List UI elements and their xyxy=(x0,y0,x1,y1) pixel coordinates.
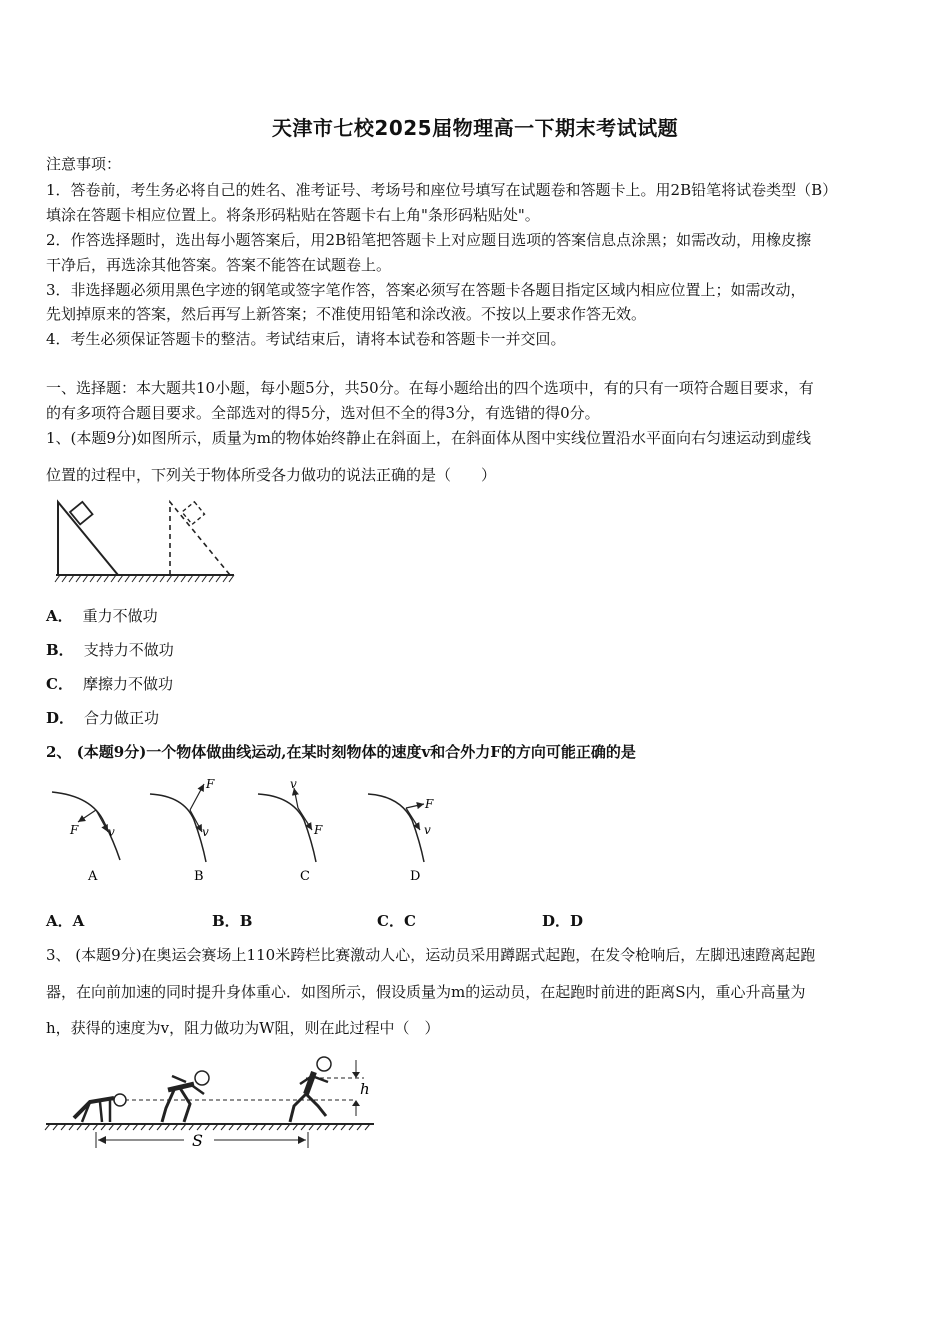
notice-line: 先划掉原来的答案，然后再写上新答案；不准使用铅笔和涂改液。不按以上要求作答无效。 xyxy=(46,305,647,323)
q2-figure-label-c: C xyxy=(300,869,310,884)
q3-stem: h，获得的速度为v，阻力做功为W阻，则在此过程中（ ） xyxy=(46,1019,440,1037)
section-intro: 一、选择题：本大题共10小题，每小题5分，共50分。在每小题给出的四个选项中，有的只有一项符合题目要求，有 xyxy=(46,379,814,397)
q3-height-label: h xyxy=(360,1080,370,1098)
q1-incline-figure xyxy=(52,494,242,586)
notice-line: 干净后，再选涂其他答案。答案不能答在试题卷上。 xyxy=(46,256,392,274)
q1-option-d[interactable]: D． 合力做正功 xyxy=(46,709,160,727)
q2-figure-label-a: A xyxy=(88,869,98,884)
page-title: 天津市七校2025届物理高一下期末考试试题 xyxy=(271,116,679,140)
q2-curve-figure xyxy=(44,772,464,888)
notice-line: 填涂在答题卡相应位置上。将条形码粘贴在答题卡右上角"条形码粘贴处"。 xyxy=(46,206,540,224)
notice-line: 4．考生必须保证答题卡的整洁。考试结束后，请将本试卷和答题卡一并交回。 xyxy=(46,330,566,348)
q3-stem: 3、 (本题9分)在奥运会赛场上110米跨栏比赛激动人心，运动员采用蹲踞式起跑，在发令枪响后，左脚迅速蹬离起跑 xyxy=(46,946,816,964)
q1-option-b[interactable]: B． 支持力不做功 xyxy=(46,641,174,659)
section-intro: 的有多项符合题目要求。全部选对的得5分，选对但不全的得3分，有选错的得0分。 xyxy=(46,404,600,422)
q2-option-a[interactable]: A．A xyxy=(46,912,85,930)
q2-force-label: F xyxy=(70,823,79,837)
notice-line: 1．答卷前，考生务必将自己的姓名、准考证号、考场号和座位号填写在试题卷和答题卡上。用2B铅笔将试卷类型（B） xyxy=(46,181,838,199)
q2-option-b[interactable]: B．B xyxy=(212,912,253,930)
q3-distance-label: S xyxy=(192,1131,203,1150)
q1-stem: 位置的过程中，下列关于物体所受各力做功的说法正确的是（ ） xyxy=(46,466,497,484)
q2-velocity-label: v xyxy=(108,825,115,839)
q2-stem: 2、 (本题9分)一个物体做曲线运动,在某时刻物体的速度v和合外力F的方向可能正确的是 xyxy=(46,743,636,761)
notice-line: 2．作答选择题时，选出每小题答案后，用2B铅笔把答题卡上对应题目选项的答案信息点涂黑；如需改动，用橡皮擦 xyxy=(46,231,812,249)
q1-option-a[interactable]: A． 重力不做功 xyxy=(46,607,158,625)
q2-figure-label-b: B xyxy=(194,869,204,884)
q3-sprinter-figure xyxy=(44,1052,380,1156)
q1-stem: 1、(本题9分)如图所示，质量为m的物体始终静止在斜面上，在斜面体从图中实线位置沿水平面向右匀速运动到虚线 xyxy=(46,429,812,447)
notice-line: 3．非选择题必须用黑色字迹的钢笔或签字笔作答，答案必须写在答题卡各题目指定区域内相应位置上；如需改动， xyxy=(46,281,806,299)
q3-stem: 器，在向前加速的同时提升身体重心．如图所示，假设质量为m的运动员，在起跑时前进的距离S内，重心升高量为 xyxy=(46,983,806,1001)
q2-figure-label-d: D xyxy=(410,869,421,884)
q2-force-label: F xyxy=(425,797,434,811)
q2-velocity-label: v xyxy=(424,823,431,837)
q1-option-c[interactable]: C． 摩擦力不做功 xyxy=(46,675,173,693)
q2-velocity-label: v xyxy=(202,825,209,839)
q2-force-label: F xyxy=(314,823,323,837)
q2-option-c[interactable]: C．C xyxy=(377,912,416,930)
q2-velocity-label: v xyxy=(290,777,297,791)
notice-heading: 注意事项： xyxy=(46,155,122,173)
q2-option-d[interactable]: D．D xyxy=(542,912,584,930)
q2-force-label: F xyxy=(206,777,215,791)
